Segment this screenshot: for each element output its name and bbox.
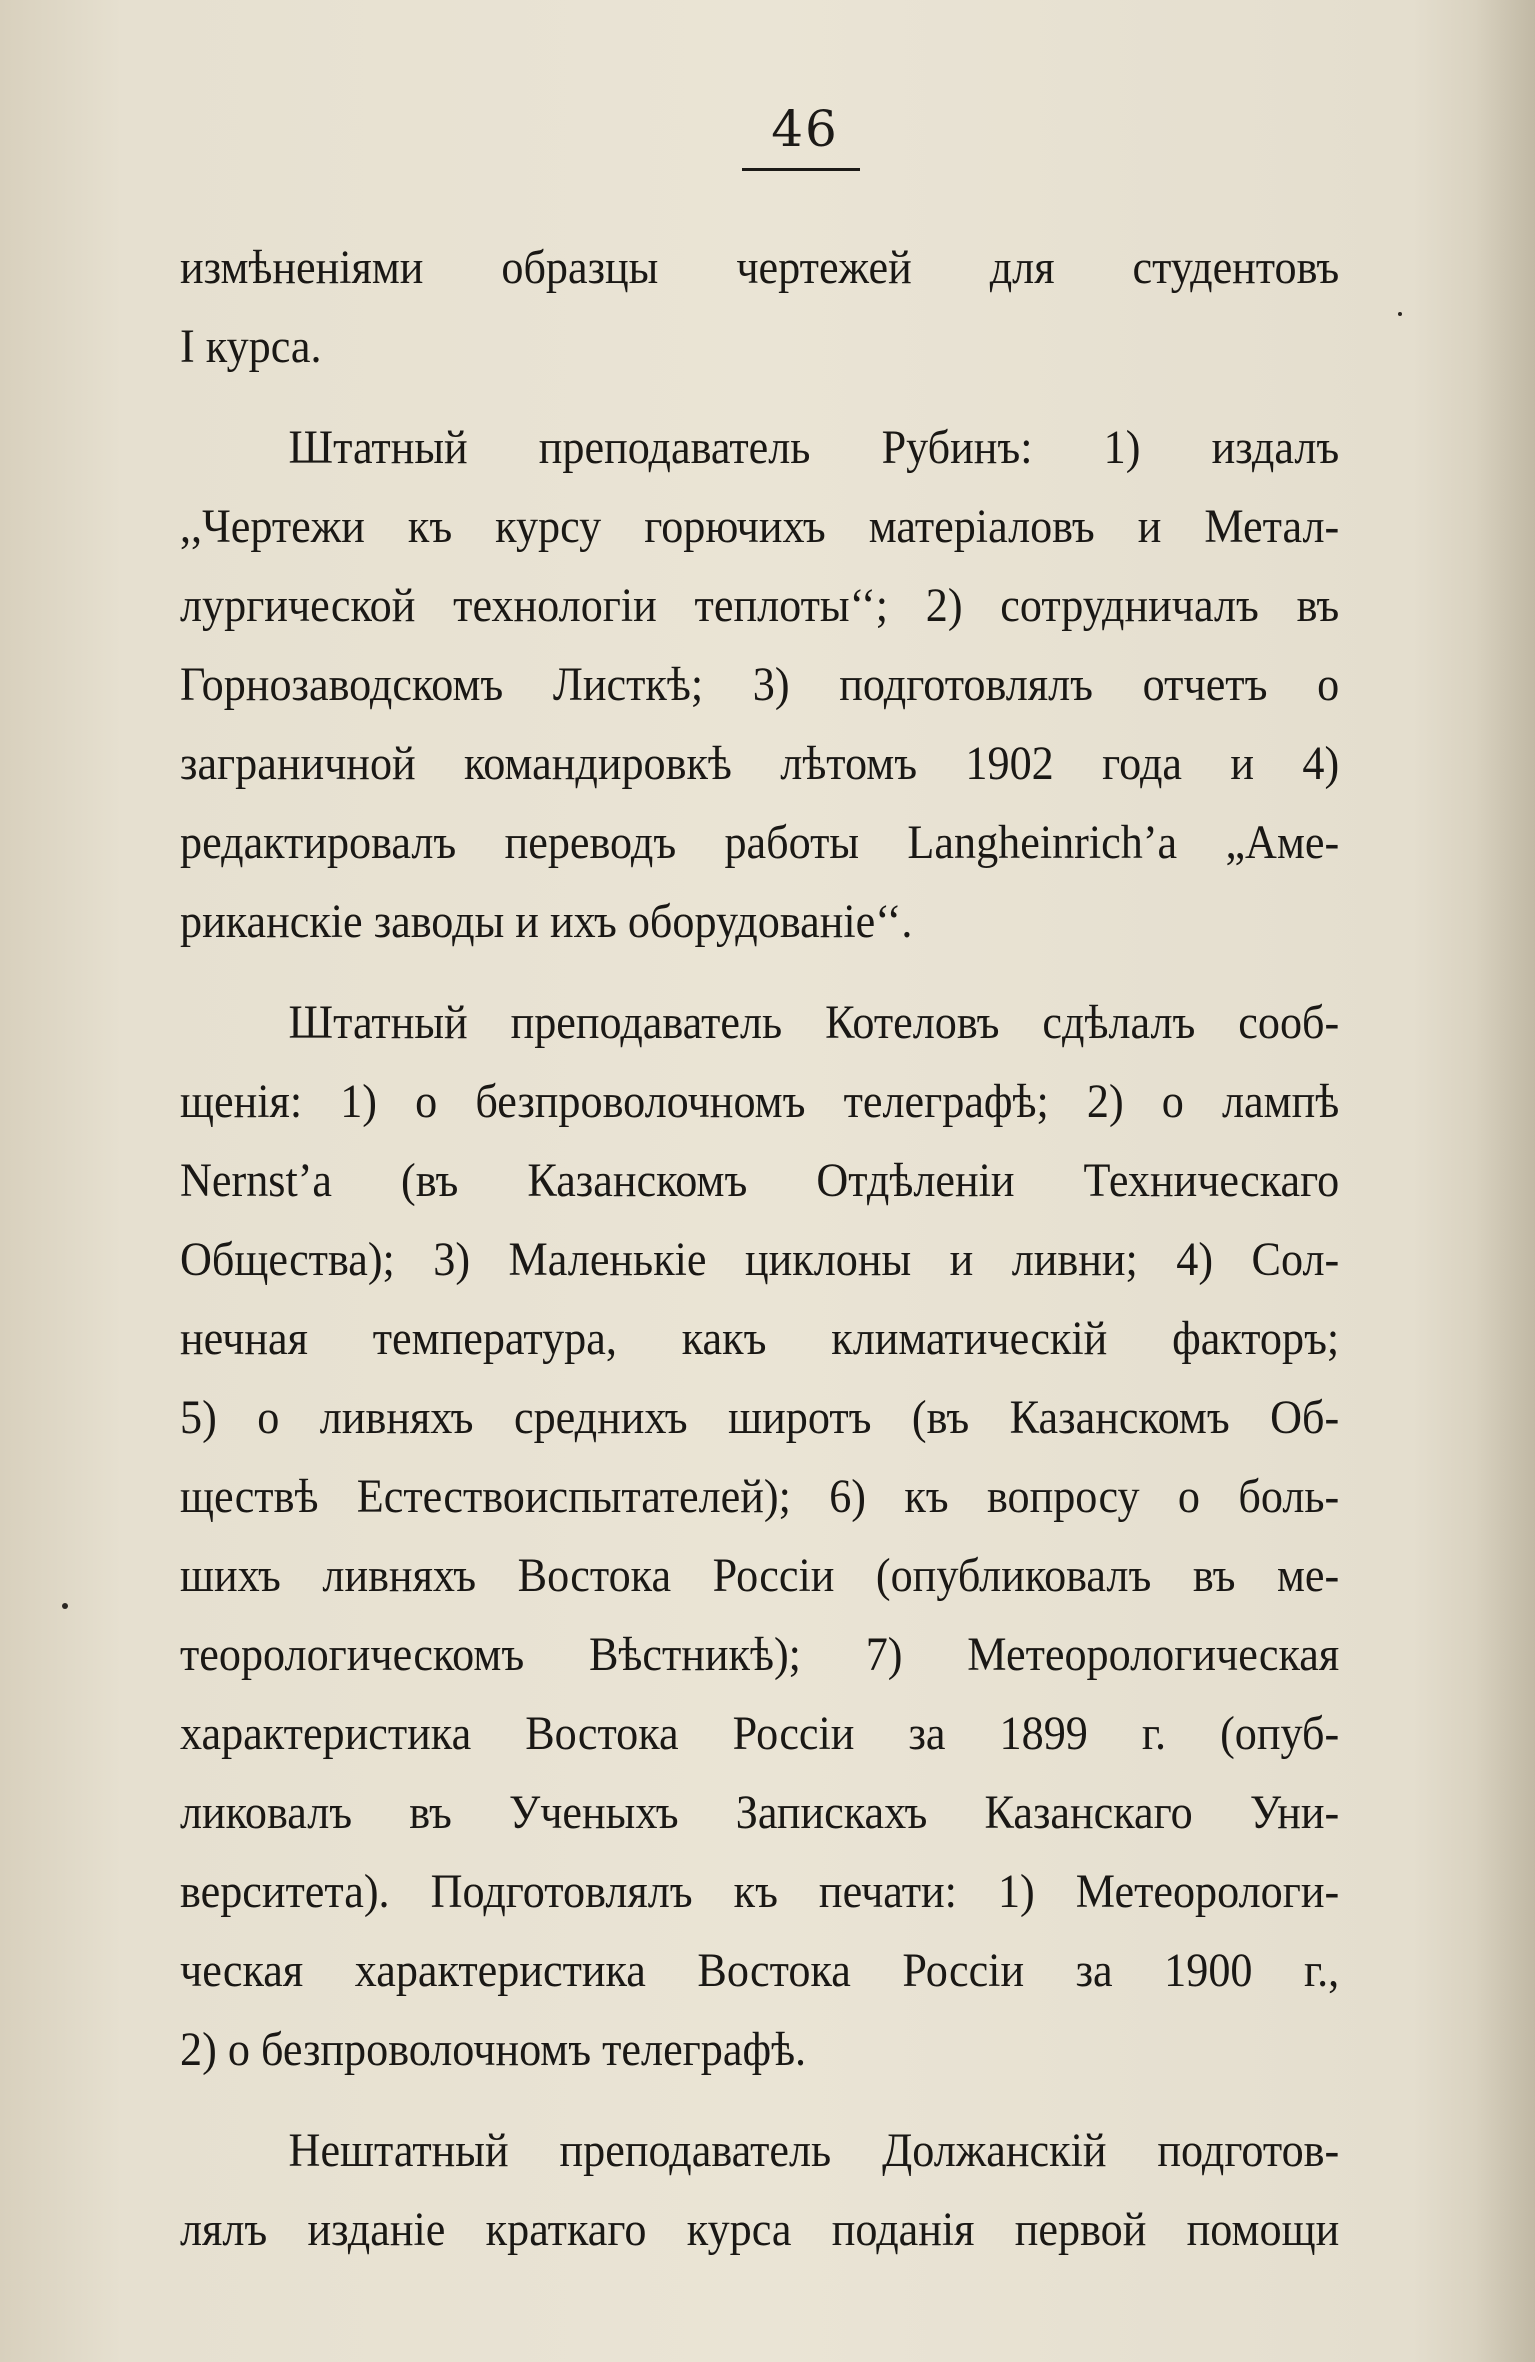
page-edge-shadow (1475, 0, 1535, 2362)
page-number: 46 (771, 100, 839, 158)
text-line: редактировалъ переводъ работы Langheinrich’a „Аме- (180, 816, 1340, 869)
text-line: ликовалъ въ Ученыхъ Запискахъ Казанскаго Уни- (180, 1786, 1340, 1839)
text-line: ческая характеристика Востока Россіи за 1900 г., (180, 1944, 1340, 1997)
text-line: шихъ ливняхъ Востока Россіи (опубликовалъ въ ме- (180, 1549, 1340, 1602)
text-line: характеристика Востока Россіи за 1899 г. (опуб- (180, 1707, 1340, 1760)
body-text (180, 228, 1339, 2269)
page-number-rule (742, 168, 860, 171)
text-line: I курса. (180, 320, 322, 373)
text-line: лялъ изданіе краткаго курса поданія первой помощи (180, 2203, 1340, 2256)
text-line: 2) о безпроволочномъ телеграфѣ. (180, 2023, 807, 2076)
text-line: риканскіе заводы и ихъ оборудованіе‘‘. (180, 895, 913, 948)
text-line: Нештатный преподаватель Должанскій подготов- (288, 2124, 1340, 2177)
text-line: верситета). Подготовлялъ къ печати: 1) Метеорологи- (180, 1865, 1340, 1918)
text-line: ,,Чертежи къ курсу горючихъ матеріаловъ и Метал- (180, 500, 1340, 553)
text-line: Горнозаводскомъ Листкѣ; 3) подготовлялъ отчетъ о (180, 658, 1340, 711)
ink-speck (1398, 312, 1402, 316)
text-line: ществѣ Естествоиспытателей); 6) къ вопросу о боль- (180, 1470, 1340, 1523)
paragraph-kotelov (180, 983, 1339, 2089)
text-line: щенія: 1) о безпроволочномъ телеграфѣ; 2) о лампѣ (180, 1075, 1340, 1128)
paragraph-continuation (180, 228, 1339, 386)
text-line: нечная температура, какъ климатическій факторъ; (180, 1312, 1340, 1365)
text-line: теорологическомъ Вѣстникѣ); 7) Метеорологическая (180, 1628, 1340, 1681)
paragraph-dolzhansky (180, 2111, 1339, 2269)
text-line: измѣненіями образцы чертежей для студентовъ (180, 241, 1340, 294)
text-line: Общества); 3) Маленькіе циклоны и ливни; 4) Сол- (180, 1233, 1340, 1286)
text-line: Штатный преподаватель Рубинъ: 1) издалъ (288, 421, 1340, 474)
text-line: Nernst’a (въ Казанскомъ Отдѣленіи Техническаго (180, 1154, 1340, 1207)
text-line: 5) о ливняхъ среднихъ широтъ (въ Казанскомъ Об- (180, 1391, 1340, 1444)
text-line: Штатный преподаватель Котеловъ сдѣлалъ сооб- (288, 996, 1340, 1049)
ink-speck (62, 1603, 68, 1609)
text-line: лургической технологіи теплоты‘‘; 2) сотрудничалъ въ (180, 579, 1340, 632)
paragraph-rubin (180, 408, 1339, 961)
text-line: заграничной командировкѣ лѣтомъ 1902 года и 4) (180, 737, 1340, 790)
